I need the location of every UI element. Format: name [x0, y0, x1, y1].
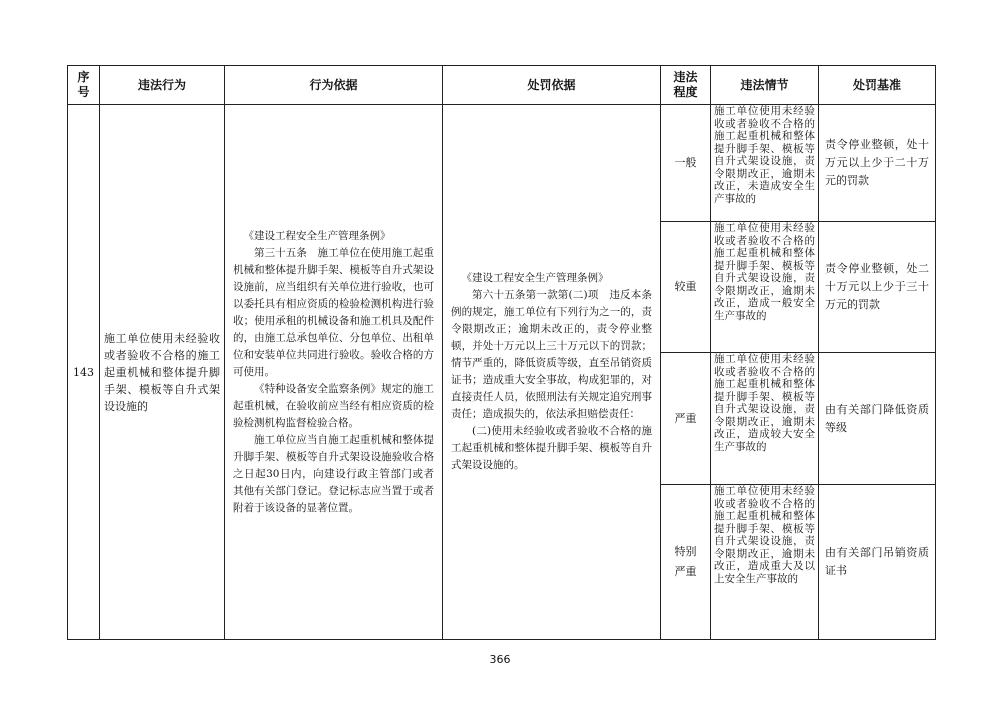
header-standard: 处罚基准 — [819, 66, 936, 105]
header-penalty-basis: 处罚依据 — [443, 66, 661, 105]
header-no: 序号 — [68, 66, 100, 105]
page-number: 366 — [489, 653, 511, 666]
penalty-paragraph: (二)使用未经验收或者验收不合格的施工起重机械和整体提升脚手架、模板等自升式架设设施的。 — [451, 425, 652, 471]
degree-general: 一般 — [661, 105, 711, 222]
standard-general: 责令停业整顿，处十万元以上少于二十万元的罚款 — [819, 105, 936, 222]
header-act: 违法行为 — [100, 66, 225, 105]
basis-paragraph: 《特种设备安全监察条例》规定的施工起重机械，在验收前应当经有相应资质的检验检测机构监督检验合格。 — [233, 382, 434, 429]
degree-extremely-severe: 特别严重 — [661, 485, 711, 640]
circumstance-serious: 施工单位使用未经验收或者验收不合格的施工起重机械和整体提升脚手架、模板等自升式架设设施，责令限期改正，逾期未改正，造成一般安全生产事故的 — [711, 222, 819, 353]
penalty-paragraph: 第六十五条第一款第(二)项 违反本条例的规定，施工单位有下列行为之一的，责令限期改正；逾期未改正的，责令停业整顿，并处十万元以上三十万元以下的罚款；情节严重的，降低资质等级，直至吊销资质证书；造成重大安全事故，构成犯罪的，对直接责任人员，依照刑法有关规定追究刑事责任；造成损失的，依法承担赔偿责任： — [451, 289, 652, 420]
header-row — [68, 66, 936, 105]
penalty-basis — [443, 105, 661, 640]
conduct-basis — [225, 105, 443, 640]
regulation-table — [67, 65, 936, 640]
header-degree: 违法程度 — [661, 66, 711, 105]
circumstance-general: 施工单位使用未经验收或者验收不合格的施工起重机械和整体提升脚手架、模板等自升式架设设施，责令限期改正，逾期未改正，未造成安全生产事故的 — [711, 105, 819, 222]
circumstance-extremely-severe: 施工单位使用未经验收或者验收不合格的施工起重机械和整体提升脚手架、模板等自升式架设设施，责令限期改正，逾期未改正，造成重大及以上安全生产事故的 — [711, 485, 819, 640]
row-number: 143 — [68, 105, 100, 640]
penalty-paragraph: 《建设工程安全生产管理条例》 — [461, 272, 609, 284]
header-circumstance: 违法情节 — [711, 66, 819, 105]
degree-serious: 较重 — [661, 222, 711, 353]
standard-severe: 由有关部门降低资质等级 — [819, 353, 936, 485]
standard-serious: 责令停业整顿，处二十万元以上少于三十万元的罚款 — [819, 222, 936, 353]
basis-paragraph: 第三十五条 施工单位在使用施工起重机械和整体提升脚手架、模板等自升式架设设施前，应当组织有关单位进行验收，也可以委托具有相应资质的检验检测机构进行验收；使用承租的机械设备和施工机具及配件的，由施工总承包单位、分包单位、出租单位和安装单位共同进行验收。验收合格的方可使用。 — [233, 246, 434, 378]
basis-paragraph: 《建设工程安全生产管理条例》 — [243, 229, 391, 242]
circumstance-severe: 施工单位使用未经验收或者验收不合格的施工起重机械和整体提升脚手架、模板等自升式架设设施，责令限期改正，逾期未改正，造成较大安全生产事故的 — [711, 353, 819, 485]
standard-extremely-severe: 由有关部门吊销资质证书 — [819, 485, 936, 640]
header-basis: 行为依据 — [225, 66, 443, 105]
degree-severe: 严重 — [661, 353, 711, 485]
table-row — [68, 105, 936, 222]
violation-act: 施工单位使用未经验收或者验收不合格的施工起重机械和整体提升脚手架、模板等自升式架设设施的 — [100, 105, 225, 640]
basis-paragraph: 施工单位应当自施工起重机械和整体提升脚手架、模板等自升式架设设施验收合格之日起30日内，向建设行政主管部门或者其他有关部门登记。登记标志应当置于或者附着于该设备的显著位置。 — [233, 433, 434, 514]
